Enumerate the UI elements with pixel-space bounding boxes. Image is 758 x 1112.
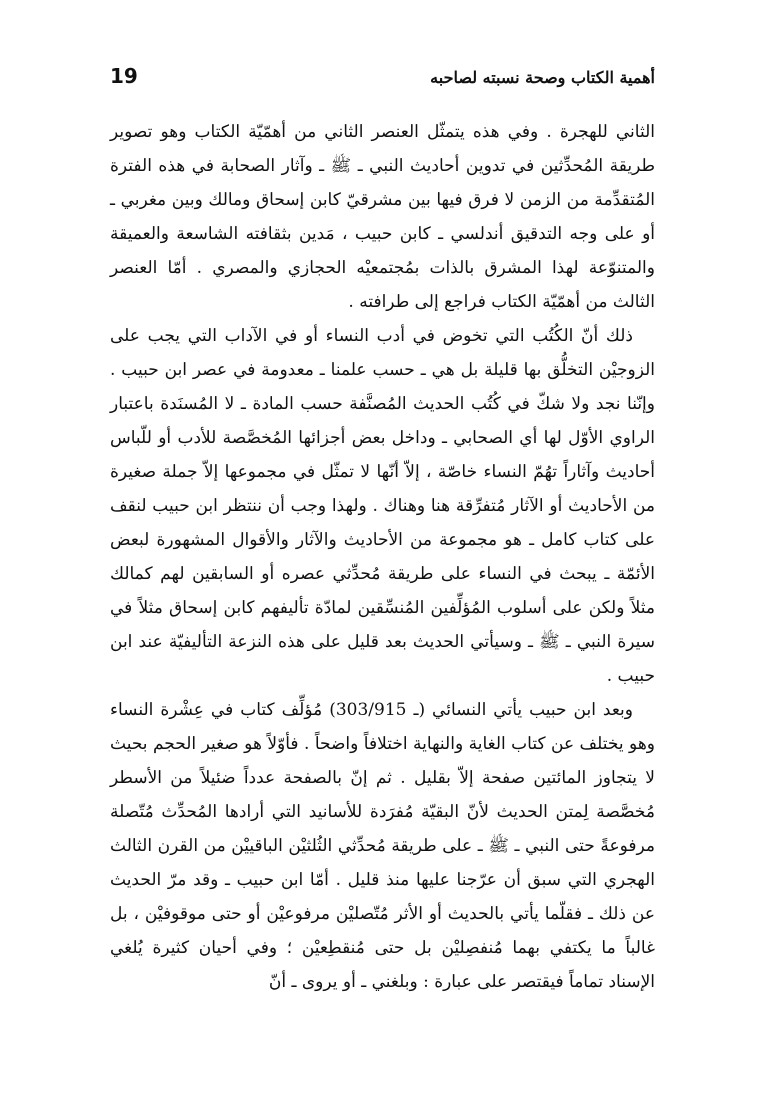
body-text (110, 115, 655, 999)
page-number: 19 (110, 64, 138, 88)
paragraph: الثاني للهجرة . وفي هذه يتمثّل العنصر الثاني من أهمّيّة الكتاب وهو تصوير طريقة المُحدِّثين في تدوين أحاديث النبي ـ ﷺ ـ وآثار الصحابة في هذه الفترة المُتقدِّمة من الزمن لا فرق فيها بين مشرقيّ كابن إسحاق ومالك وبين مغربي ـ أو على وجه التدقيق أندلسي ـ كابن حبيب ، مَدين بثقافته الشاسعة والعميقة والمتنوّعة لهذا المشرق بالذات بمُجتمعيْه الحجازي والمصري . أمّا العنصر الثالث من أهمّيّة الكتاب فراجع إلى طرافته . (110, 122, 655, 312)
paragraph: ذلك أنّ الكُتُب التي تخوض في أدب النساء أو في الآداب التي يجب على الزوجيْن التخلُّق بها قليلة بل هي ـ حسب علمنا ـ معدومة في عصر ابن حبيب . وإنّنا نجد ولا شكّ في كُتُب الحديث المُصنَّفة حسب المادة ـ لا المُسنَدة باعتبار الراوي الأوّل لها أي الصحابي ـ وداخل بعض أجزائها المُخصَّصة للأدب أو للّباس أحاديث وآثاراً تهُمّ النساء خاصّة ، إلاّ أنّها لا تمثّل في مجموعها إلاّ جملة صغيرة من الأحاديث أو الآثار مُتفرِّقة هنا وهناك . ولهذا وجب أن ننتظر ابن حبيب لنقف على كتاب كامل ـ هو مجموعة من الأحاديث والآثار والأقوال المشهورة لبعض الأئمّة ـ يبحث في النساء على طريقة مُحدِّثي عصره أو السابقين لهم كمالك مثلاً ولكن على أسلوب المُؤلِّفين المُنسِّقين لمادّة تأليفهم كابن إسحاق مثلاً في سيرة النبي ـ ﷺ ـ وسيأتي الحديث بعد قليل على هذه النزعة التأليفيّة عند ابن حبيب . (110, 326, 655, 686)
paragraph: وبعد ابن حبيب يأتي النسائي (ـ 303/915) مُؤلِّف كتاب في عِشْرة النساء وهو يختلف عن كتاب الغاية والنهاية اختلافاً واضحاً . فأوّلاً هو صغير الحجم بحيث لا يتجاوز المائتين صفحة إلاّ بقليل . ثم إنّ بالصفحة عدداً ضئيلاً من الأسطر مُخصَّصة لِمتن الحديث لأنّ البقيّة مُفرَدة للأسانيد التي أرادها المُحدِّث مُتّصلة مرفوعةً حتى النبي ـ ﷺ ـ على طريقة مُحدِّثي الثُلثيْن الباقييْن من القرن الثالث الهجري التي سبق أن عرّجنا عليها منذ قليل . أمّا ابن حبيب ـ وقد مرّ الحديث عن ذلك ـ فقلّما يأتي بالحديث أو الأثر مُتّصليْن مرفوعيْن أو حتى موقوفيْن ، بل غالباً ما يكتفي بهما مُنفصِليْن بل حتى مُنقطِعيْن ؛ وفي أحيان كثيرة يُلغي الإسناد تماماً فيقتصر على عبارة : وبلغني ـ أو يروى ـ أنّ (110, 700, 655, 992)
running-title: أهمية الكتاب وصحة نسبته لصاحبه (430, 68, 655, 87)
page-header (110, 60, 655, 100)
